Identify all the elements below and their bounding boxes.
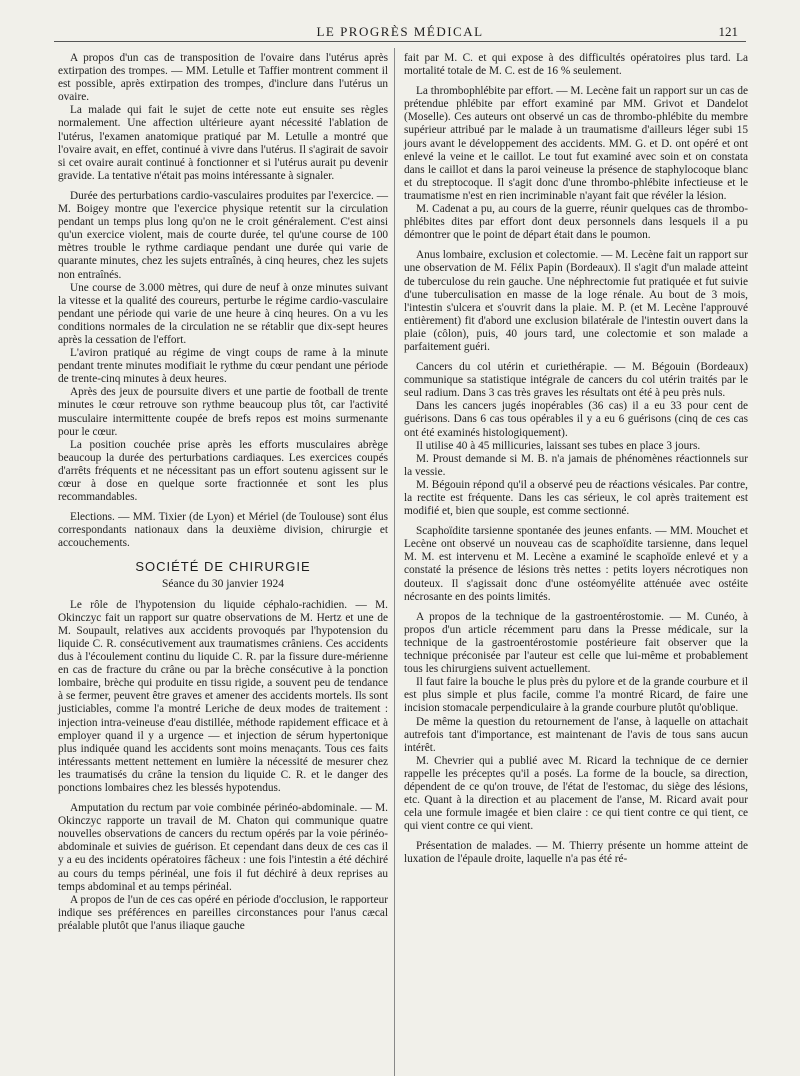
journal-title: LE PROGRÈS MÉDICAL [316,24,484,39]
left-column [58,52,388,1076]
article-cardiovascular-exercise: Durée des perturbations cardio-vasculaires produites par l'exercice. — M. Boigey montre que l'exercice physique retentit sur la circulation pendant un temps plus long qu'on ne le croit généralement. C'est ainsi qu'un exercice violent, mais de courte durée, tel qu'une course de 100 mètres trouble le rythme cardiaque pendant une durée qui varie de quarante minutes, chez les sujets entraînés, à cinq heures, chez les sujets non entraînés. [58,189,388,281]
paragraph: M. Chevrier qui a publié avec M. Ricard la technique de ce dernier rappelle les préceptes qu'il a posés. La forme de la boucle, sa direction, dépendent de ce qu'on trouve, de l'état de l'estomac, du siège des lésions, etc. Quant à la direction et au placement de l'anse, M. Ricard avait pour cela une formule imagée et bien claire : ce qui tient contre ce qui tient, ce qui vient contre ce qui vient. [404,754,748,833]
article-elections: Elections. — MM. Tixier (de Lyon) et Mériel (de Toulouse) sont élus correspondants nationaux dans la deuxième division, chirurgie et accouchements. [58,511,388,550]
page-header [0,0,800,44]
article-thrombophlebitis: La thrombophlébite par effort. — M. Lecène fait un rapport sur un cas de prétendue phlébite par effort examiné par MM. Grivot et Dandelot (Moselle). Ces auteurs ont observé un cas de thrombo-phlébite du membre supérieur attribué par le malade à un traumatisme d'ailleurs léger subi 15 jours avant le développement des accidents. MM. G. et D. ont opéré et ont enlevé la veine et le caillot. Le tout fut examiné avec soin et on constata dans le caillot et dans la paroi veineuse la présence de staphylocoque blanc et du streptocoque. Il s'agit donc d'une thrombo-phlébite infectieuse et le traumatisme n'est en rien incriminable n'ayant fait que révéler la lésion. [404,85,748,202]
article-ovary-transposition: A propos d'un cas de transposition de l'ovaire dans l'utérus après extirpation des trompes. — MM. Letulle et Taffier montrent comment il est possible, après extirpation des trompes, d'inclure dans l'utérus un ovaire. [58,52,388,104]
paragraph: Une course de 3.000 mètres, qui dure de neuf à onze minutes suivant la vitesse et la qualité des coureurs, perturbe le régime cardio-vasculaire pendant une période qui varie de une heure à cinq heures. On a vu les conditions normales de la circulation ne se rétablir que dix-sept heures après la cessation de l'effort. [58,281,388,346]
article-csf-hypotension: Le rôle de l'hypotension du liquide céphalo-rachidien. — M. Okinczyc fait un rapport sur quatre observations de M. Hertz et une de M. Soupault, relatives aux accidents provoqués par l'hypotension du liquide C. R. consécutivement aux traumatismes crâniens. Ces accidents dus à l'écoulement continu du liquide C. R. par la fissure dure-mérienne en cas de fracture du crâne ou par la brèche consécutive à la ponction lombaire, brèche qui produite en tissu rigide, a souvent peu de tendance à se fermer, peuvent être graves et amener des accidents mortels. Ils sont justiciables, comme l'a montré Leriche de deux modes de traitement : injection intra-veineuse d'eau distillée, méthode rapidement efficace et à employer quand il y a urgence — et injection de sérum hypertonique plus indiquée quand les accidents sont moins menaçants. Tous ces faits intéressants mettent nettement en lumière la nécessité de mesurer chez les traumatisés du crâne la tension du liquide C. R. et le danger des ponctions lombaires chez les blessés hypotendus. [58,598,388,794]
section-title: SOCIÉTÉ DE CHIRURGIE [135,559,311,575]
article-scaphoiditis: Scaphoïdite tarsienne spontanée des jeunes enfants. — MM. Mouchet et Lecène ont observé un nouveau cas de scaphoïdite tarsienne, dans lequel M. M. est intervenu et M. Lecène a examiné le scaphoïde enlevé et y a constaté la présence de lésions très nettes : petits loyers nécrotiques non douteux. Il s'agissait donc d'une ostéomyélite atténuée avec ostéite nécrosante en des points limités. [404,525,748,603]
article-rectum-amputation: Amputation du rectum par voie combinée périnéo-abdominale. — M. Okinczyc rapporte un travail de M. Chaton qui communique quatre nouvelles observations de cancers du rectum opérés par la voie périnéo-abdominale et suivies de guérison. Et cependant dans deux de ces cas il y a eu des incidents opératoires fâcheux : une fois l'intestin a été déchiré au cours du temps périnéal, une fois il fut déchiré à deux reprises au temps abdominal et au temps périnéal. [58,802,388,893]
paragraph: M. Cadenat a pu, au cours de la guerre, réunir quelques cas de thrombo-phlébites dites par effort dont deux personnels dans lesquels il a pu démontrer que le point de départ était dans le poumon. [404,203,748,242]
paragraph: Après des jeux de poursuite divers et une partie de football de trente minutes le cœur retrouve son rythme beaucoup plus tôt, car l'activité musculaire intermittente coupée de brefs repos est moins surmenante pour le cœur. [58,386,388,438]
paragraph: La position couchée prise après les efforts musculaires abrège beaucoup la durée des perturbations cardiaques. Les exercices coupés d'arrêts fréquents et ne nécessitant pas un effort soutenu agissent sur le cœur à dose en quelque sorte fractionnée et sont les plus recommandables. [58,438,388,504]
paragraph: De même la question du retournement de l'anse, à laquelle on attachait autrefois tant d'importance, est maintenant de l'avis de tous sans aucun intérêt. [404,715,748,754]
article-patient-presentation: Présentation de malades. — M. Thierry présente un homme atteint de luxation de l'épaule droite, laquelle n'a pas été ré- [404,840,748,866]
column-divider [394,48,395,1076]
article-cervical-cancer: Cancers du col utérin et curiethérapie. — M. Bégouin (Bordeaux) communique sa statistique intégrale de cancers du col utérin traités par le seul radium. Dans 3 cas très graves les résultats ont été à peu près nuls. [404,361,748,400]
article-lumbar-anus: Anus lombaire, exclusion et colectomie. — M. Lecène fait un rapport sur une observation de M. Félix Papin (Bordeaux). Il s'agit d'un malade atteint de tuberculose du rein gauche. Une néphrectomie fut pratiquée et fut suivie d'une tuberculisation en masse de la loge rénale. Au bout de 3 mois, l'intestin s'ulcera et s'ouvrit dans la plaie. M. P. (et M. Lecène l'approuvé entièrement) fit d'abord une exclusion bilatérale de l'intestin ouvert dans la plaie (côlon), puis, 40 jours tard, une colectomie et son malade a parfaitement guéri. [404,249,748,353]
paragraph: L'aviron pratiqué au régime de vingt coups de rame à la minute pendant trente minutes modifiait le rythme du cœur pendant une période de trente-cinq minutes à deux heures. [58,347,388,386]
paragraph-continued: fait par M. C. et qui expose à des difficultés opératoires plus tard. La mortalité totale de M. C. est de 16 % seulement. [404,52,748,78]
paragraph: Il faut faire la bouche le plus près du pylore et de la grande courbure et il est plus simple et plus facile, comme l'a montré Ricard, de faire une incision stomacale perpendiculaire à la grande courbure plutôt qu'oblique. [404,676,748,715]
paragraph: Il utilise 40 à 45 millicuries, laissant ses tubes en place 3 jours. [416,439,701,452]
paragraph: A propos de l'un de ces cas opéré en période d'occlusion, le rapporteur indique ses préférences en pareilles circonstances pour l'anus cæcal préalable plutôt que l'anus iliaque gauche [58,893,388,932]
paragraph: M. Bégouin répond qu'il a observé peu de réactions vésicales. Par contre, la rectite est fréquente. Dans les cas sérieux, le col après traitement est modifié et, bien que souple, est comme sectionné. [404,478,748,518]
paragraph: La malade qui fait le sujet de cette note eut ensuite ses règles normalement. Une affection ultérieure ayant nécessité l'ablation de l'utérus, l'examen anatomique pratiqué par M. Letulle a montré que l'ovaire avait, en effet, continué à vivre dans l'utérus. Il s'agirait de savoir si cet ovaire aurait continué à fonctionner et si l'utérus aurait pu devenir gravide. La tentative n'était pas moins intéressante à signaler. [58,104,388,182]
page-number: 121 [718,24,738,39]
right-column [404,52,748,1076]
section-date: Séance du 30 janvier 1924 [162,577,284,590]
paragraph: Dans les cancers jugés inopérables (36 cas) il a eu 33 pour cent de guérisons. Dans 6 cas tous opérables il y a eu 6 guérisons (cinq de ces cas ont été examinés histologiquement). [404,400,748,439]
article-gastroenterostomy: A propos de la technique de la gastroentérostomie. — M. Cunéo, à propos d'un article récemment paru dans la Presse médicale, sur la technique de la gastroentérostomie postérieure fait observer que la technique préconisée par l'auteur est celle que lui-même et probablement tous les chirurgiens suivent actuellement. [404,610,748,676]
paragraph: M. Proust demande si M. B. n'a jamais de phénomènes réactionnels sur la vessie. [404,452,748,478]
header-rule [54,41,746,42]
